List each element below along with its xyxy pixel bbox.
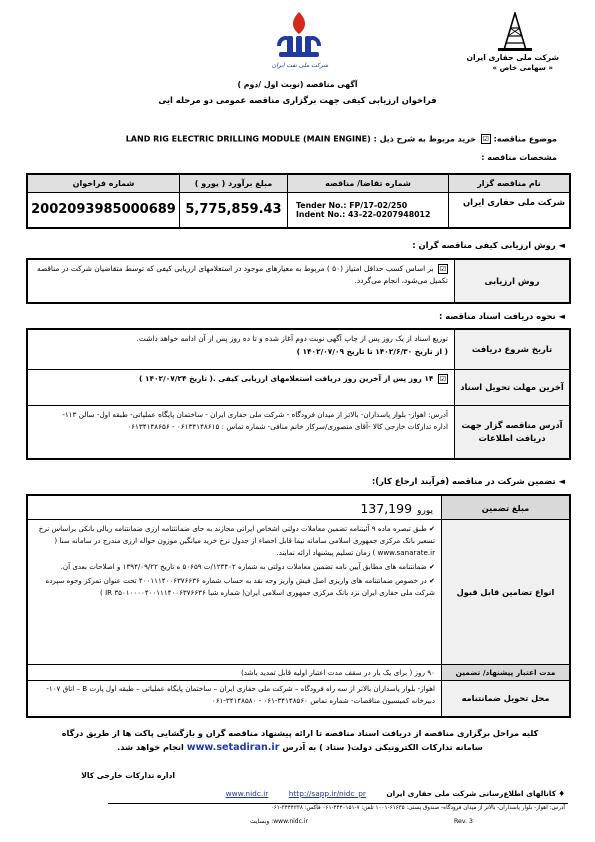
evaluation-cell xyxy=(27,259,455,303)
subject-line xyxy=(37,134,557,144)
guarantee-item: ✔ در خصوص ضمانتنامه های واریزی اصل فیش واریز وجه نقد به حساب شماره ۴۰۰۱۱۱۴۰۰۶۳۷۶۶۳۶ تحت عنوان تمرکز وجوه سپرده شرکت ملی حفاری ایران نزد بانک مرکزی جمهوری اسلامی ایران( شماره شبا IR ۳۵۰۱۰۰۰۰۴۰۰۱۱۱۴۰۰۶۳۷۶۶۳۶ ) xyxy=(45,575,435,597)
bullet-icon: ◄ xyxy=(555,240,565,250)
checkbox-checked-icon: ☑ xyxy=(439,265,447,273)
bullet-icon: ◄ xyxy=(555,311,565,321)
receipt-deadline-text: ۱۴ روز پس از آخرین روز دریافت استعلامهای ارزیابی کیفی .( تاریخ ۱۴۰۲/۰۷/۲۴ ) xyxy=(139,373,434,383)
evaluation-section-title: ◄ روش ارزیابی کیفی مناقصه گران : xyxy=(412,240,565,250)
subject-value: خرید مربوط به شرح ذیل : xyxy=(373,134,477,144)
tender-no: Tender No.: FP/17-02/250 xyxy=(296,200,408,210)
footer-address: آدرس: اهواز- بلوار پاسداران- بالاتر از میدان فرودگاه- صندوق پستی: ۶۱۶۳۵-۱۰۰۱ تلفن: ۷-۴۴۴۰۱۵۱-۰۶۱ فاکس: ۳۴۴۴۳۳۸-۰۶۱ xyxy=(270,805,565,811)
notice-title: آگهی مناقصه (نوبت اول /دوم ) xyxy=(237,80,358,89)
channels-line xyxy=(25,789,565,798)
diamond-bullet-icon: ♦ xyxy=(558,789,565,798)
guarantee-table xyxy=(26,494,571,718)
spec-header-org: نام مناقصه گزار xyxy=(449,174,571,192)
footer-note-line1: کلیه مراحل برگزاری مناقصه از دریافت اسناد مناقصه تا ارائه پیشنهاد مناقصه گران و بازگشایی پاکت ها از طریق درگاه xyxy=(61,728,539,738)
evaluation-label: روش ارزیابی xyxy=(455,259,571,303)
page-title: فراخوان ارزیابی کیفی جهت برگزاری مناقصه عمومی دو مرحله ایی xyxy=(158,95,437,105)
receipt-address-line1: آدرس: اهواز- بلوار پاسداران- بالاتر از میدان فرودگاه - شرکت ملی حفاری ایران - ساختمان پایگاه عملیاتی- طبقه اول- سالن ۱۱۳- xyxy=(62,409,448,419)
receipt-address-cell xyxy=(27,405,455,459)
nisoc-type: « سهامی خاص » xyxy=(492,63,553,72)
guarantee-currency: یورو xyxy=(417,506,433,516)
channels-label: کانالهای اطلاع‌رسانی شرکت ملی حفاری ایران xyxy=(386,789,556,798)
evaluation-table xyxy=(26,258,571,304)
receipt-label-deadline: آخرین مهلت تحویل اسناد xyxy=(455,369,571,405)
receipt-address-line2: اداره تدارکات خارجی کالا -آقای منصوری/سرکار خانم منافی- شماره تماس : ۰۶۱۳۴۱۴۸۶۱۵ - ۰۶۱۳۴۱۴۸۶۵۶ xyxy=(127,421,448,431)
receipt-table xyxy=(26,328,571,460)
guarantee-validity-label: مدت اعتبار پیشنهاد/ تضمین xyxy=(442,665,571,681)
specs-label: مشخصات مناقصه : xyxy=(481,153,557,162)
guarantee-item: ✔ طبق تبصره ماده ۹ آئیننامه تضمین معاملات دولتی اشخاص ایرانی مجازند به جای ضمانتنامه ارزی ضمانتنامه ریالی بانکی براساس نرخ تسعیر بانک مرکزی جمهوری اسلامی سامانه نیما قابل احصاء از جدول نرخ خرید میانگین موزون حواله ارزی مندرج در سامانه سنا ( www.sanarate.ir ) زمان تسلیم پیشنهاد ارائه نمایند. xyxy=(38,524,435,557)
checkmark-icon: ✔ xyxy=(426,524,435,533)
checkmark-icon: ✔ xyxy=(426,575,435,585)
checkbox-checked-icon: ☑ xyxy=(482,135,489,143)
spec-table xyxy=(26,173,571,229)
receipt-start-line2: ( از تاریخ ۱۴۰۲/۶/۳۰ تا تاریخ ۱۴۰۲/۰۷/۰۹ ) xyxy=(296,346,448,356)
guarantee-amount-label: مبلغ تضمین xyxy=(442,495,571,520)
nisoc-logo xyxy=(496,12,534,52)
guarantee-validity: ۹۰ روز ( برای یک بار در سقف مدت اعتبار اولیه قابل تمدید باشد) xyxy=(27,665,442,681)
flame-icon xyxy=(273,10,325,64)
spec-tender-cell xyxy=(288,192,449,228)
spec-header-call: شماره فراخوان xyxy=(27,174,180,192)
checkbox-checked-icon: ☑ xyxy=(439,374,447,383)
setadiran-link[interactable]: www.setadiran.ir xyxy=(186,742,280,754)
spec-header-amount: مبلغ برآورد ( یورو ) xyxy=(180,174,288,192)
guarantee-item: ✔ ضمانتنامه های مطابق آیین نامه تضمین معاملات دولتی به شماره ۱۲۳۴۰۲/ت ۵۰۶۵۹ ه تاریخ ۱۳۹۴/۰۹/۲۲ و اصلاحات بعدی آن. xyxy=(60,561,435,571)
footer-note-line2: سامانه تدارکات الکترونیکی دولت( ستاد ) به آدرس www.setadiran.ir انجام خواهد شد. xyxy=(117,742,483,754)
evaluation-text: بر اساس کسب حداقل امتیاز (۵۰ ) مربوط به معیارهای موجود در استعلامهای ارزیابی کیفی که توسط متقاضیان شرکت در مناقصه تکمیل می‌شود، انجام می‌گردد. xyxy=(37,264,448,285)
indent-no: Indent No.: 43-22-0207948012 xyxy=(296,209,431,219)
dept-name: اداره تدارکات خارجی کالا xyxy=(81,771,175,780)
receipt-label-start: تاریخ شروع دریافت xyxy=(455,329,571,369)
nidc-link[interactable]: www.nidc.ir xyxy=(225,789,269,798)
subject-label: موضوع مناقصه: xyxy=(493,134,557,144)
nioc-logo xyxy=(273,10,325,64)
footer-divider xyxy=(108,803,568,804)
checkmark-icon: ✔ xyxy=(426,561,435,571)
receipt-section-title: ◄ نحوه دریافت اسناد مناقصه : xyxy=(438,311,565,321)
spec-amount: 5,775,859.43 xyxy=(180,192,288,228)
nisoc-name: شرکت ملی حفاری ایران xyxy=(466,53,559,62)
guarantee-amount-cell xyxy=(27,495,442,520)
footer-note xyxy=(30,727,570,755)
spec-org: شرکت ملی حفاری ایران xyxy=(449,192,571,228)
subject-english: LAND RIG ELECTRIC DRILLING MODULE (MAIN ENGINE) xyxy=(125,134,371,144)
bullet-icon: ◄ xyxy=(555,476,565,486)
receipt-label-address: آدرس مناقصه گزار جهت دریافت اطلاعات xyxy=(455,405,571,459)
footer-site: www.nidc.ir: وبسایت xyxy=(250,818,308,825)
derrick-icon xyxy=(496,12,534,52)
spec-call-no: 2002093985000689 xyxy=(27,192,180,228)
guarantee-amount: 137,199 xyxy=(360,501,413,516)
sapp-link[interactable]: http://sapp.ir/nidc_pr xyxy=(288,789,366,798)
guarantee-delivery-label: محل تحویل ضمانتنامه xyxy=(442,681,571,717)
revision: Rev. 3 xyxy=(454,818,473,825)
receipt-start-line1: توزیع اسناد از یک روز پس از چاپ آگهی نوبت دوم آغاز شده و تا ده روز پس از آن ادامه خواهد داشت. xyxy=(136,334,448,343)
guarantee-types-label: انواع تضامین قابل قبول xyxy=(442,520,571,665)
spec-header-tender: شماره تقاضا/ مناقصه xyxy=(288,174,449,192)
receipt-start-cell xyxy=(27,329,455,369)
guarantee-section-title: ◄ تضمین شرکت در مناقصه (فرآیند ارجاع کار): xyxy=(371,476,565,486)
guarantee-delivery: اهواز- بلوار پاسداران بالاتر از سه راه فرودگاه – شرکت ملی حفاری ایران – ساختمان پایگاه عملیاتی – طبقه اول پارت B – اتاق ۱۰۷- دبیرخانه کمیسیون مناقصات- شماره تماس ۳۴۱۴۸۵۶۰-۰۶۱ - ۳۴۱۴۸۵۸۰-۰۶۱ xyxy=(27,681,442,717)
guarantee-types-cell xyxy=(27,520,442,665)
receipt-deadline-cell xyxy=(27,369,455,405)
nioc-caption: شرکت ملی نفت ایران xyxy=(271,62,329,69)
